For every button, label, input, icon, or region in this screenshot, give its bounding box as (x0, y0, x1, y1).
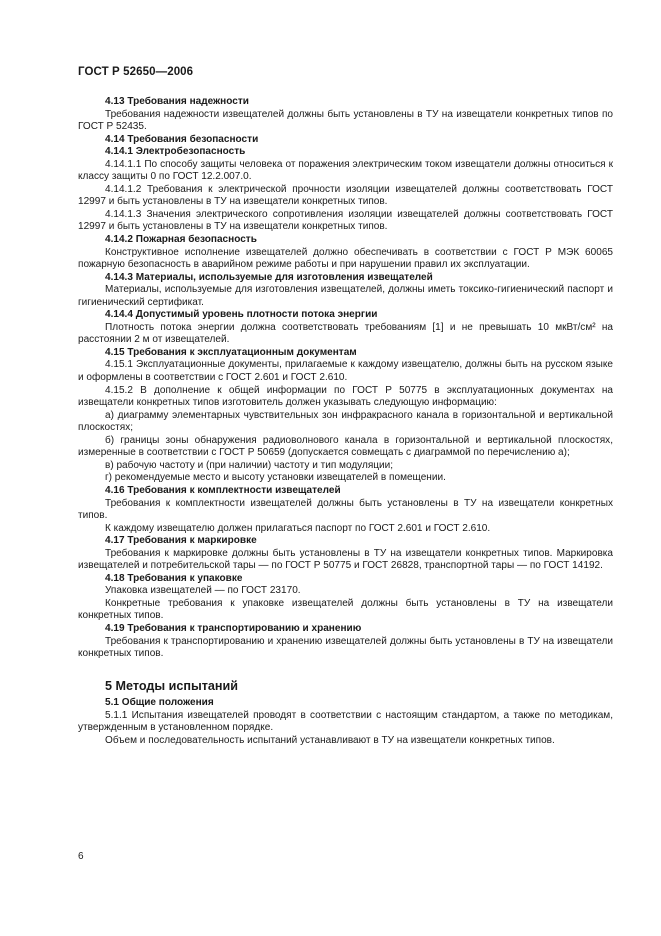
section-4-14-1-1-text: 4.14.1.1 По способу защиты человека от поражения электрическим током извещатели должны относиться к классу защиты 0 по ГОСТ 12.2.007.0. (78, 158, 613, 183)
section-4-14-1-3-text: 4.14.1.3 Значения электрического сопротивления изоляции извещателей должны соответствовать ГОСТ 12997 и быть установлены в ТУ на извещатели конкретных типов. (78, 208, 613, 233)
section-4-14-4-text: Плотность потока энергии должна соответствовать требованиям [1] и не превышать 10 мкВт/см² на расстоянии 2 м от извещателей. (78, 321, 613, 346)
section-4-19-heading: 4.19 Требования к транспортированию и хранению (105, 622, 362, 634)
document-header: ГОСТ Р 52650—2006 (78, 66, 194, 78)
list-item-b: б) границы зоны обнаружения радиоволнового канала в горизонтальной и вертикальной плоскостях, измеренные в соответствии с ГОСТ Р 50659 (допускается совмещать с диаграммой по перечислению а); (78, 434, 613, 459)
section-4-19-text: Требования к транспортированию и хранению извещателей должны быть установлены в ТУ на извещатели конкретных типов. (78, 635, 613, 660)
section-4-14-3-text: Материалы, используемые для изготовления извещателей, должны иметь токсико-гигиенический паспорт и гигиенический сертификат. (78, 284, 613, 308)
section-4-14-1-heading: 4.14.1 Электробезопасность (105, 146, 246, 158)
section-4-18-heading: 4.18 Требования к упаковке (105, 572, 243, 584)
section-4-18-text-2: Конкретные требования к упаковке извещателей должны быть установлены в ТУ на извещатели конкретных типов. (78, 597, 613, 622)
section-4-14-3-heading: 4.14.3 Материалы, используемые для изготовления извещателей (105, 271, 433, 283)
section-4-15-heading: 4.15 Требования к эксплуатационным документам (105, 346, 357, 358)
section-4-14-2-text: Конструктивное исполнение извещателей должно обеспечивать в соответствии с ГОСТ Р МЭК 60065 пожарную безопасность в аварийном режиме работы и при нарушении правил их эксплуатации. (78, 246, 613, 271)
section-4-17-text: Требования к маркировке должны быть установлены в ТУ на извещатели конкретных типов. Маркировка извещателей и потребительской тары — по ГОСТ Р 50775 и ГОСТ 26828, транспортной тары — по ГОСТ 14192. (78, 547, 613, 572)
list-item-a: а) диаграмму элементарных чувствительных зон инфракрасного канала в горизонтальной и вертикальной плоскостях; (78, 409, 613, 434)
section-4-14-4-heading: 4.14.4 Допустимый уровень плотности потока энергии (105, 309, 378, 321)
section-4-16-text-2: К каждому извещателю должен прилагаться паспорт по ГОСТ 2.601 и ГОСТ 2.610. (105, 522, 491, 534)
list-item-g: г) рекомендуемые место и высоту установки извещателей в помещении. (105, 472, 446, 484)
section-4-14-2-heading: 4.14.2 Пожарная безопасность (105, 234, 257, 246)
section-4-16-text-1: Требования к комплектности извещателей должны быть установлены в ТУ на извещатели конкретных типов. (78, 497, 613, 522)
section-4-15-1-text: 4.15.1 Эксплуатационные документы, прилагаемые к каждому извещателю, должны быть на русском языке и оформлены в соответствии с ГОСТ 2.601 и ГОСТ 2.610. (78, 359, 613, 384)
list-item-v: в) рабочую частоту и (при наличии) частоту и тип модуляции; (105, 459, 394, 471)
document-body (78, 96, 613, 747)
section-4-18-text-1: Упаковка извещателей — по ГОСТ 23170. (105, 585, 301, 597)
page-number: 6 (78, 851, 84, 862)
section-5-1-1-text: 5.1.1 Испытания извещателей проводят в соответствии с настоящим стандартом, а также по методикам, утвержденным в установленном порядке. (78, 709, 613, 734)
section-4-14-heading: 4.14 Требования безопасности (105, 133, 259, 145)
section-4-13-text: Требования надежности извещателей должны быть установлены в ТУ на извещатели конкретных типов по ГОСТ Р 52435. (78, 108, 613, 133)
section-5-heading: 5 Методы испытаний (105, 678, 238, 693)
section-5-1-1-text-2: Объем и последовательность испытаний устанавливают в ТУ на извещатели конкретных типов. (105, 734, 555, 746)
section-4-14-1-2-text: 4.14.1.2 Требования к электрической прочности изоляции извещателей должны соответствовать ГОСТ 12997 и быть установлены в ТУ на извещатели конкретных типов. (78, 183, 613, 208)
section-5-1-heading: 5.1 Общие положения (105, 697, 214, 709)
section-4-16-heading: 4.16 Требования к комплектности извещателей (105, 484, 341, 496)
section-4-13-heading: 4.13 Требования надежности (105, 96, 249, 107)
section-4-17-heading: 4.17 Требования к маркировке (105, 535, 257, 547)
section-4-15-2-text: 4.15.2 В дополнение к общей информации по ГОСТ Р 50775 в эксплуатационных документах на извещатели конкретных типов изготовитель должен указывать следующую информацию: (78, 384, 613, 409)
